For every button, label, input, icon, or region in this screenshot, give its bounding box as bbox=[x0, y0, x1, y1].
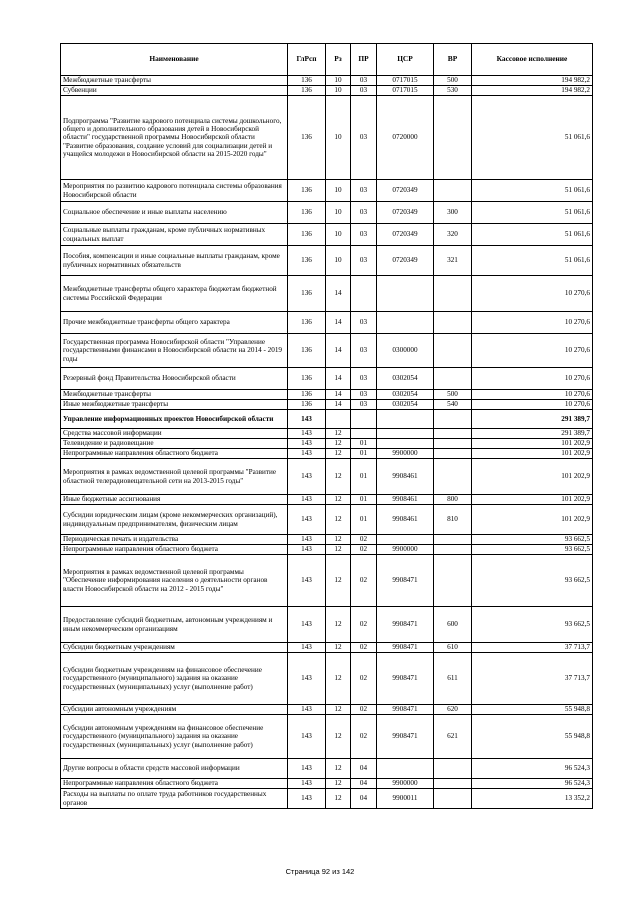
row-vr: 600 bbox=[434, 607, 472, 643]
row-rz: 12 bbox=[326, 705, 351, 715]
row-amount: 55 948,8 bbox=[472, 715, 593, 759]
row-pr: 03 bbox=[351, 334, 377, 368]
row-name: Периодическая печать и издательства bbox=[61, 535, 288, 545]
row-rz: 10 bbox=[326, 246, 351, 276]
row-csr: 0720349 bbox=[377, 180, 434, 202]
row-amount: 10 270,6 bbox=[472, 312, 593, 334]
table-row bbox=[61, 545, 593, 555]
row-name: Субсидии бюджетным учреждениям на финансовое обеспечение государственного (муниципального) задания на оказание государственных (муниципальных) услуг (выполнение работ) bbox=[61, 653, 288, 705]
row-rz: 12 bbox=[326, 429, 351, 439]
row-name: Пособия, компенсации и иные социальные выплаты гражданам, кроме публичных нормативных обязательств bbox=[61, 246, 288, 276]
row-name: Иные бюджетные ассигнования bbox=[61, 495, 288, 505]
row-pr: 03 bbox=[351, 400, 377, 410]
row-amount: 10 270,6 bbox=[472, 400, 593, 410]
row-csr: 0717015 bbox=[377, 76, 434, 86]
table-row bbox=[61, 400, 593, 410]
row-glrsp: 143 bbox=[288, 653, 326, 705]
row-csr: 0720349 bbox=[377, 202, 434, 224]
row-pr: 03 bbox=[351, 86, 377, 96]
row-name: Другие вопросы в области средств массовой информации bbox=[61, 759, 288, 779]
table-row bbox=[61, 607, 593, 643]
table-row bbox=[61, 643, 593, 653]
row-name: Государственная программа Новосибирской области "Управление государственными финансами в Новосибирской области на 2014 - 2019 годы bbox=[61, 334, 288, 368]
row-amount: 37 713,7 bbox=[472, 653, 593, 705]
row-rz bbox=[326, 410, 351, 429]
row-pr: 01 bbox=[351, 505, 377, 535]
row-rz: 12 bbox=[326, 449, 351, 459]
row-rz: 10 bbox=[326, 96, 351, 180]
row-rz: 12 bbox=[326, 495, 351, 505]
row-pr bbox=[351, 410, 377, 429]
row-vr: 810 bbox=[434, 505, 472, 535]
row-vr bbox=[434, 180, 472, 202]
row-rz: 12 bbox=[326, 535, 351, 545]
row-glrsp: 143 bbox=[288, 505, 326, 535]
row-pr: 01 bbox=[351, 449, 377, 459]
row-vr bbox=[434, 555, 472, 607]
row-vr bbox=[434, 410, 472, 429]
row-vr: 300 bbox=[434, 202, 472, 224]
row-csr: 9908461 bbox=[377, 505, 434, 535]
row-name: Межбюджетные трансферты bbox=[61, 390, 288, 400]
row-csr: 9908471 bbox=[377, 643, 434, 653]
row-pr: 01 bbox=[351, 439, 377, 449]
table-row bbox=[61, 459, 593, 495]
table-row bbox=[61, 789, 593, 809]
row-name: Иные межбюджетные трансферты bbox=[61, 400, 288, 410]
table-row bbox=[61, 410, 593, 429]
row-rz: 12 bbox=[326, 715, 351, 759]
row-glrsp: 136 bbox=[288, 390, 326, 400]
row-rz: 14 bbox=[326, 368, 351, 390]
row-name: Мероприятия по развитию кадрового потенциала системы образования Новосибирской области bbox=[61, 180, 288, 202]
row-csr: 9900000 bbox=[377, 449, 434, 459]
row-glrsp: 136 bbox=[288, 400, 326, 410]
row-pr: 03 bbox=[351, 312, 377, 334]
header-vr: ВР bbox=[434, 44, 472, 76]
row-rz: 10 bbox=[326, 86, 351, 96]
row-amount: 55 948,8 bbox=[472, 705, 593, 715]
row-name: Прочие межбюджетные трансферты общего характера bbox=[61, 312, 288, 334]
table-row bbox=[61, 705, 593, 715]
row-amount: 101 202,9 bbox=[472, 495, 593, 505]
row-amount: 51 061,6 bbox=[472, 180, 593, 202]
table-row bbox=[61, 505, 593, 535]
table-row bbox=[61, 246, 593, 276]
row-pr: 02 bbox=[351, 705, 377, 715]
row-vr bbox=[434, 334, 472, 368]
row-name: Мероприятия в рамках ведомственной целевой программы "Обеспечение информирования населения о деятельности органов власти Новосибирской области на 2012 - 2015 годы" bbox=[61, 555, 288, 607]
row-pr: 03 bbox=[351, 368, 377, 390]
table-body bbox=[61, 76, 593, 809]
row-name: Субсидии автономным учреждениям bbox=[61, 705, 288, 715]
row-pr: 03 bbox=[351, 224, 377, 246]
row-amount: 291 389,7 bbox=[472, 410, 593, 429]
row-vr bbox=[434, 312, 472, 334]
row-amount: 93 662,5 bbox=[472, 607, 593, 643]
row-vr: 500 bbox=[434, 390, 472, 400]
table-row bbox=[61, 180, 593, 202]
row-amount: 93 662,5 bbox=[472, 555, 593, 607]
row-csr: 0302054 bbox=[377, 390, 434, 400]
row-vr: 540 bbox=[434, 400, 472, 410]
table-row bbox=[61, 368, 593, 390]
row-rz: 12 bbox=[326, 789, 351, 809]
row-pr bbox=[351, 276, 377, 312]
row-amount: 37 713,7 bbox=[472, 643, 593, 653]
row-rz: 14 bbox=[326, 276, 351, 312]
row-name: Предоставление субсидий бюджетным, автономным учреждениям и иным некоммерческим организациям bbox=[61, 607, 288, 643]
table-row bbox=[61, 76, 593, 86]
table-row bbox=[61, 334, 593, 368]
row-glrsp: 143 bbox=[288, 459, 326, 495]
row-name: Субсидии юридическим лицам (кроме некоммерческих организаций), индивидуальным предпринимателям, физическим лицам bbox=[61, 505, 288, 535]
row-csr bbox=[377, 439, 434, 449]
row-vr bbox=[434, 789, 472, 809]
row-vr: 611 bbox=[434, 653, 472, 705]
row-rz: 12 bbox=[326, 779, 351, 789]
row-csr: 9908471 bbox=[377, 607, 434, 643]
row-name: Средства массовой информации bbox=[61, 429, 288, 439]
row-name: Непрограммные направления областного бюджета bbox=[61, 779, 288, 789]
row-name: Субвенции bbox=[61, 86, 288, 96]
row-pr: 03 bbox=[351, 76, 377, 86]
row-name: Межбюджетные трансферты bbox=[61, 76, 288, 86]
table-row bbox=[61, 495, 593, 505]
row-glrsp: 143 bbox=[288, 545, 326, 555]
row-rz: 12 bbox=[326, 505, 351, 535]
row-pr: 04 bbox=[351, 759, 377, 779]
row-pr: 02 bbox=[351, 643, 377, 653]
table-row bbox=[61, 715, 593, 759]
row-glrsp: 143 bbox=[288, 759, 326, 779]
row-glrsp: 136 bbox=[288, 202, 326, 224]
row-glrsp: 143 bbox=[288, 555, 326, 607]
row-csr bbox=[377, 535, 434, 545]
row-vr: 530 bbox=[434, 86, 472, 96]
row-csr: 9908471 bbox=[377, 715, 434, 759]
row-amount: 93 662,5 bbox=[472, 545, 593, 555]
row-glrsp: 136 bbox=[288, 246, 326, 276]
row-rz: 14 bbox=[326, 390, 351, 400]
header-rz: Рз bbox=[326, 44, 351, 76]
row-vr: 800 bbox=[434, 495, 472, 505]
row-amount: 101 202,9 bbox=[472, 449, 593, 459]
row-name: Социальные выплаты гражданам, кроме публичных нормативных социальных выплат bbox=[61, 224, 288, 246]
row-pr: 03 bbox=[351, 180, 377, 202]
row-pr: 02 bbox=[351, 535, 377, 545]
row-amount: 51 061,6 bbox=[472, 202, 593, 224]
header-cash-execution: Кассовое исполнение bbox=[472, 44, 593, 76]
row-pr: 02 bbox=[351, 555, 377, 607]
row-name: Субсидии бюджетным учреждениям bbox=[61, 643, 288, 653]
row-vr bbox=[434, 439, 472, 449]
table-row bbox=[61, 312, 593, 334]
row-glrsp: 143 bbox=[288, 779, 326, 789]
row-glrsp: 143 bbox=[288, 410, 326, 429]
row-glrsp: 136 bbox=[288, 180, 326, 202]
row-vr bbox=[434, 779, 472, 789]
table-row bbox=[61, 779, 593, 789]
row-rz: 12 bbox=[326, 607, 351, 643]
row-csr: 0717015 bbox=[377, 86, 434, 96]
header-pr: ПР bbox=[351, 44, 377, 76]
row-csr: 9900000 bbox=[377, 779, 434, 789]
row-vr bbox=[434, 759, 472, 779]
row-csr: 0302054 bbox=[377, 368, 434, 390]
row-glrsp: 143 bbox=[288, 495, 326, 505]
page-number: Страница 92 из 142 bbox=[285, 867, 355, 876]
row-vr: 610 bbox=[434, 643, 472, 653]
row-name: Подпрограмма "Развитие кадрового потенциала системы дошкольного, общего и дополнительного образования детей в Новосибирской области" государственной программы Новосибирской области "Развитие образования, создание условий для социализации детей и учащейся молодежи в Новосибирской области на 2015-2020 годы" bbox=[61, 96, 288, 180]
row-csr bbox=[377, 759, 434, 779]
row-vr bbox=[434, 449, 472, 459]
row-rz: 14 bbox=[326, 400, 351, 410]
row-csr: 9900011 bbox=[377, 789, 434, 809]
row-csr bbox=[377, 312, 434, 334]
row-pr: 04 bbox=[351, 789, 377, 809]
row-name: Расходы на выплаты по оплате труда работников государственных органов bbox=[61, 789, 288, 809]
row-glrsp: 143 bbox=[288, 439, 326, 449]
row-vr: 321 bbox=[434, 246, 472, 276]
row-name: Непрограммные направления областного бюджета bbox=[61, 545, 288, 555]
row-pr: 04 bbox=[351, 779, 377, 789]
row-csr: 0720000 bbox=[377, 96, 434, 180]
row-vr bbox=[434, 545, 472, 555]
row-vr bbox=[434, 429, 472, 439]
row-glrsp: 136 bbox=[288, 312, 326, 334]
table-row bbox=[61, 390, 593, 400]
row-glrsp: 136 bbox=[288, 334, 326, 368]
row-name: Субсидии автономным учреждениям на финансовое обеспечение государственного (муниципального) задания на оказание государственных (муниципальных) услуг (выполнение работ) bbox=[61, 715, 288, 759]
table-header-row bbox=[61, 44, 593, 76]
table-row bbox=[61, 224, 593, 246]
row-pr: 02 bbox=[351, 653, 377, 705]
row-pr: 03 bbox=[351, 390, 377, 400]
row-rz: 12 bbox=[326, 643, 351, 653]
row-rz: 12 bbox=[326, 653, 351, 705]
row-pr: 03 bbox=[351, 246, 377, 276]
row-rz: 12 bbox=[326, 545, 351, 555]
row-csr bbox=[377, 276, 434, 312]
row-glrsp: 143 bbox=[288, 789, 326, 809]
table-row bbox=[61, 653, 593, 705]
row-glrsp: 143 bbox=[288, 715, 326, 759]
budget-execution-table bbox=[60, 43, 593, 809]
row-csr: 0720349 bbox=[377, 224, 434, 246]
row-amount: 13 352,2 bbox=[472, 789, 593, 809]
row-rz: 10 bbox=[326, 202, 351, 224]
row-pr: 01 bbox=[351, 495, 377, 505]
row-vr: 620 bbox=[434, 705, 472, 715]
row-vr bbox=[434, 535, 472, 545]
table-row bbox=[61, 449, 593, 459]
row-name: Резервный фонд Правительства Новосибирской области bbox=[61, 368, 288, 390]
row-rz: 10 bbox=[326, 180, 351, 202]
table-row bbox=[61, 535, 593, 545]
document-page bbox=[60, 43, 592, 809]
row-glrsp: 136 bbox=[288, 76, 326, 86]
row-glrsp: 143 bbox=[288, 429, 326, 439]
row-amount: 10 270,6 bbox=[472, 390, 593, 400]
row-csr: 9908471 bbox=[377, 705, 434, 715]
row-glrsp: 136 bbox=[288, 224, 326, 246]
row-amount: 51 061,6 bbox=[472, 96, 593, 180]
row-amount: 96 524,3 bbox=[472, 779, 593, 789]
row-name: Непрограммные направления областного бюджета bbox=[61, 449, 288, 459]
row-pr: 03 bbox=[351, 202, 377, 224]
row-pr bbox=[351, 429, 377, 439]
row-amount: 194 982,2 bbox=[472, 86, 593, 96]
row-glrsp: 143 bbox=[288, 705, 326, 715]
table-row bbox=[61, 96, 593, 180]
row-pr: 02 bbox=[351, 545, 377, 555]
row-glrsp: 143 bbox=[288, 535, 326, 545]
row-rz: 12 bbox=[326, 759, 351, 779]
row-csr: 9908471 bbox=[377, 653, 434, 705]
row-glrsp: 136 bbox=[288, 96, 326, 180]
row-amount: 51 061,6 bbox=[472, 246, 593, 276]
header-glrsp: ГлРсп bbox=[288, 44, 326, 76]
row-csr: 9908471 bbox=[377, 555, 434, 607]
table-row bbox=[61, 555, 593, 607]
row-rz: 12 bbox=[326, 555, 351, 607]
row-name: Телевидение и радиовещание bbox=[61, 439, 288, 449]
row-csr bbox=[377, 429, 434, 439]
row-name: Мероприятия в рамках ведомственной целевой программы "Развитие областной телерадиовещательной сети на 2013-2015 годы" bbox=[61, 459, 288, 495]
row-rz: 14 bbox=[326, 312, 351, 334]
row-amount: 93 662,5 bbox=[472, 535, 593, 545]
row-amount: 101 202,9 bbox=[472, 505, 593, 535]
row-pr: 03 bbox=[351, 96, 377, 180]
row-csr: 9900000 bbox=[377, 545, 434, 555]
row-pr: 02 bbox=[351, 715, 377, 759]
table-row bbox=[61, 202, 593, 224]
row-amount: 10 270,6 bbox=[472, 276, 593, 312]
row-vr bbox=[434, 96, 472, 180]
row-vr: 500 bbox=[434, 76, 472, 86]
row-rz: 10 bbox=[326, 76, 351, 86]
header-name: Наименование bbox=[61, 44, 288, 76]
row-amount: 51 061,6 bbox=[472, 224, 593, 246]
table-row bbox=[61, 276, 593, 312]
row-amount: 10 270,6 bbox=[472, 368, 593, 390]
row-csr bbox=[377, 410, 434, 429]
row-vr bbox=[434, 368, 472, 390]
row-glrsp: 143 bbox=[288, 607, 326, 643]
row-pr: 02 bbox=[351, 607, 377, 643]
table-row bbox=[61, 439, 593, 449]
row-name: Социальное обеспечение и иные выплаты населению bbox=[61, 202, 288, 224]
header-csr: ЦСР bbox=[377, 44, 434, 76]
row-amount: 10 270,6 bbox=[472, 334, 593, 368]
row-vr: 621 bbox=[434, 715, 472, 759]
row-csr: 0720349 bbox=[377, 246, 434, 276]
row-amount: 291 389,7 bbox=[472, 429, 593, 439]
row-name: Межбюджетные трансферты общего характера бюджетам бюджетной системы Российской Федерации bbox=[61, 276, 288, 312]
row-rz: 10 bbox=[326, 224, 351, 246]
row-csr: 0302054 bbox=[377, 400, 434, 410]
row-name: Управление информационных проектов Новосибирской области bbox=[61, 410, 288, 429]
table-row bbox=[61, 429, 593, 439]
row-csr: 0300000 bbox=[377, 334, 434, 368]
row-rz: 12 bbox=[326, 459, 351, 495]
row-glrsp: 143 bbox=[288, 643, 326, 653]
table-row bbox=[61, 86, 593, 96]
row-amount: 101 202,9 bbox=[472, 439, 593, 449]
row-vr bbox=[434, 459, 472, 495]
row-amount: 101 202,9 bbox=[472, 459, 593, 495]
row-glrsp: 143 bbox=[288, 449, 326, 459]
table-row bbox=[61, 759, 593, 779]
row-amount: 194 982,2 bbox=[472, 76, 593, 86]
row-rz: 12 bbox=[326, 439, 351, 449]
row-amount: 96 524,3 bbox=[472, 759, 593, 779]
row-csr: 9908461 bbox=[377, 459, 434, 495]
row-pr: 01 bbox=[351, 459, 377, 495]
row-csr: 9908461 bbox=[377, 495, 434, 505]
row-glrsp: 136 bbox=[288, 86, 326, 96]
row-glrsp: 136 bbox=[288, 276, 326, 312]
row-rz: 14 bbox=[326, 334, 351, 368]
row-vr bbox=[434, 276, 472, 312]
row-vr: 320 bbox=[434, 224, 472, 246]
row-glrsp: 136 bbox=[288, 368, 326, 390]
